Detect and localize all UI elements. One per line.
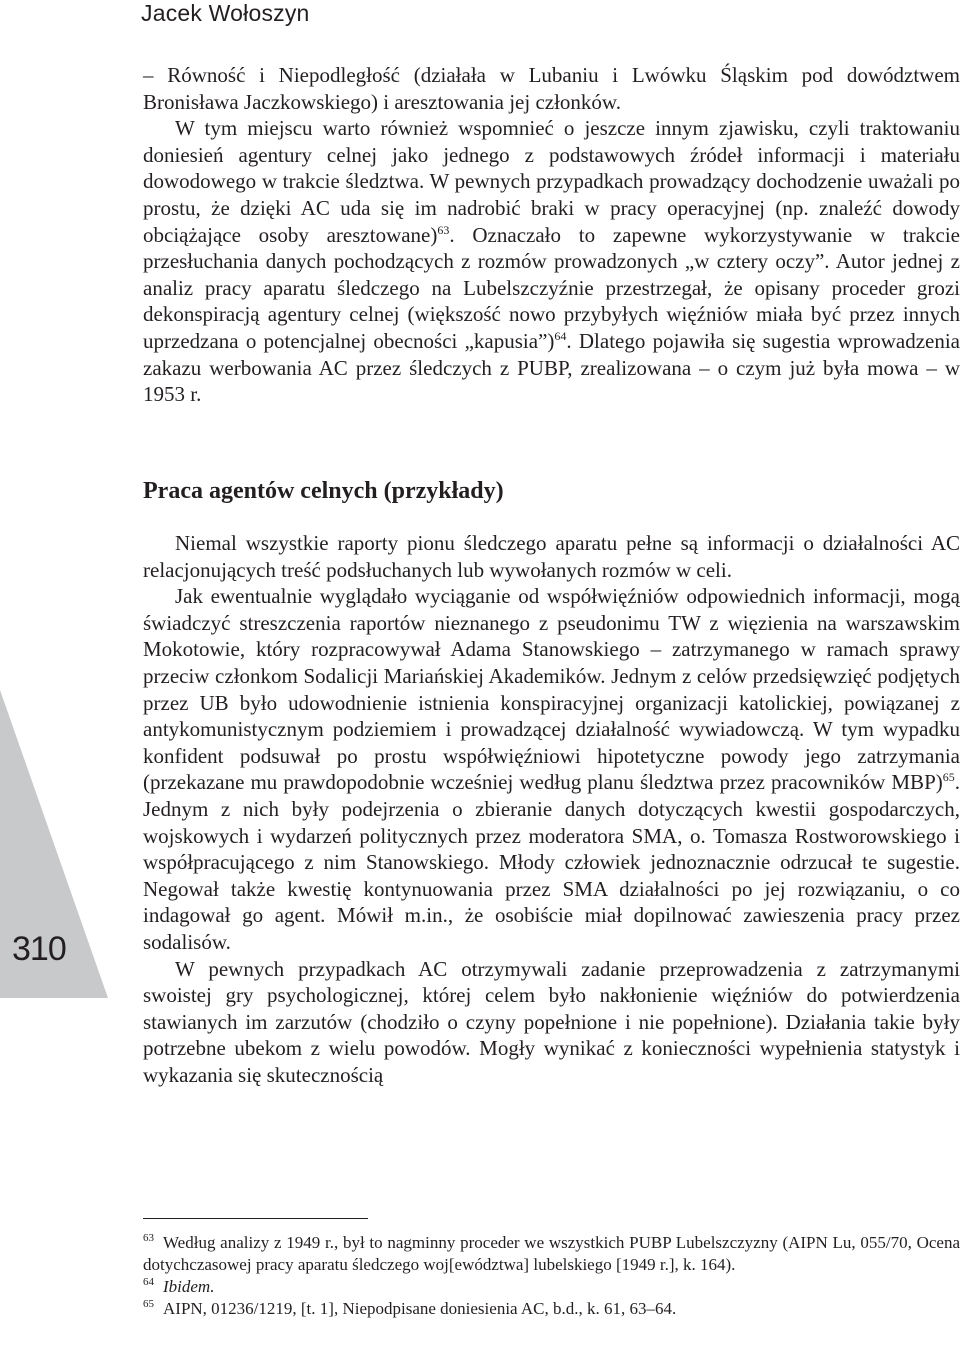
footnote-number: 64 xyxy=(143,1276,154,1289)
text-segment: Niemal wszystkie raporty pionu śledczego aparatu pełne są informacji o działalności AC relacjonujących treść podsłuchanych lub wywołanych rozmów w celi. xyxy=(143,531,960,582)
body-text-block-1 xyxy=(143,62,960,408)
footnote-text: Ibidem. xyxy=(163,1277,215,1296)
page-number: 310 xyxy=(12,930,66,968)
footnote-item xyxy=(143,1276,960,1298)
section-heading: Praca agentów celnych (przykłady) xyxy=(143,478,504,504)
footnotes xyxy=(143,1232,960,1320)
body-text-block-2 xyxy=(143,530,960,1088)
text-segment: W pewnych przypadkach AC otrzymywali zadanie przeprowadzenia z zatrzymanymi swoistej gry psychologicznej, której celem było nakłonienie więźniów do potwierdzenia stawianych im zarzutów (chodziło o czyny popełnione i nie popełnione). Działania takie były potrzebne ubekom z wielu powodów. Mogły wynikać z konieczności wypełnienia statystyk i wykazania się skutecznością xyxy=(143,956,960,1087)
footnote-reference: 65 xyxy=(942,770,955,785)
text-segment: . Dlatego pojawiła się sugestia wprowadzenia zakazu werbowania AC przez śledczych z PUBP, zrealizowana – o czym już była mowa – w 1953 r. xyxy=(143,328,960,407)
footnote-item xyxy=(143,1298,960,1320)
text-segment: . Oznaczało to zapewne wykorzystywanie w trakcie przesłuchania danych pochodzących z rozmów prowadzonych „w cztery oczy”. Autor jednej z analiz pracy aparatu śledczego na Lubelszczyźnie przestrzegał, że opisany proceder grozi dekonspiracją agentury celnej (większość nowo przybyłych więźniów miała być przez innych uprzedzana o potencjalnej obecności „kapusia”) xyxy=(143,222,960,353)
text-segment: W tym miejscu warto również wspomnieć o jeszcze innym zjawisku, czyli traktowaniu doniesień agentury celnej jako jednego z podstawowych źródeł informacji i materiału dowodowego w trakcie śledztwa. W pewnych przypadkach prowadzący dochodzenie uważali po prostu, że dzięki AC uda się im nadrobić braki w pracy operacyjnej (np. znaleźć dowody obciążające osoby aresztowane) xyxy=(143,116,960,247)
block1-paragraph: – Równość i Niepodległość (działała w Lubaniu i Lwówku Śląskim pod dowództwem Bronisława Jaczkowskiego) i aresztowania jej członków. xyxy=(143,63,960,114)
block2-paragraph xyxy=(143,583,960,955)
footnote-number: 65 xyxy=(143,1298,154,1311)
footnote-number: 63 xyxy=(143,1232,154,1245)
footnote-text: Według analizy z 1949 r., był to nagminny proceder we wszystkich PUBP Lubelszczyzny (AIPN Lu, 055/70, Ocena dotychczasowej pracy aparatu śledczego woj[ewództwa] lubelskiego [1949 r.], k. 164). xyxy=(143,1233,960,1274)
text-segment: Jak ewentualnie wyglądało wyciąganie od współwięźniów odpowiednich informacji, mogą świadczyć streszczenia raportów nieznanego z pseudonimu TW z więzienia na warszawskim Mokotowie, który rozpracowywał Adama Stanowskiego – zatrzymanego w ramach sprawy przeciw członkom Sodalicji Mariańskiej Akademików. Jednym z celów przedsięwzięć podjętych przez UB było udowodnienie istnienia konspiracyjnej organizacji katolickiej, powiązanej z antykomunistycznym podziemiem i prowadzącej działalność wywiadowczą. W tym wypadku konfident podsuwał po prostu współwięźniowi hipotetyczne powody jego zatrzymania (przekazane mu prawdopodobnie wcześniej według planu śledztwa przez pracowników MBP) xyxy=(143,584,960,795)
block2-paragraph xyxy=(143,530,960,583)
block1-paragraph xyxy=(143,115,960,408)
footnote-reference: 63 xyxy=(437,222,450,237)
footnote-separator xyxy=(143,1218,368,1219)
footnote-text: AIPN, 01236/1219, [t. 1], Niepodpisane doniesienia AC, b.d., k. 61, 63–64. xyxy=(163,1299,677,1318)
block2-paragraph xyxy=(143,956,960,1089)
footnote-item xyxy=(143,1232,960,1276)
footnote-reference: 64 xyxy=(554,328,567,343)
text-segment: . Jednym z nich były podejrzenia o zbieranie danych dotyczących kwestii gospodarczych, wojskowych i wydarzeń politycznych przez moderatora SMA, o. Tomasza Rostworowskiego i współpracującego z nim Stanowskiego. Młody człowiek jednoznacznie odrzucał te sugestie. Negował także kwestię kontynuowania przez SMA działalności po jej rozwiązaniu, o co indagował go agent. Mówił m.in., że osobiście miał dopilnować zawieszenia pracy przez sodalisów. xyxy=(143,770,960,954)
running-head-author: Jacek Wołoszyn xyxy=(141,0,310,26)
